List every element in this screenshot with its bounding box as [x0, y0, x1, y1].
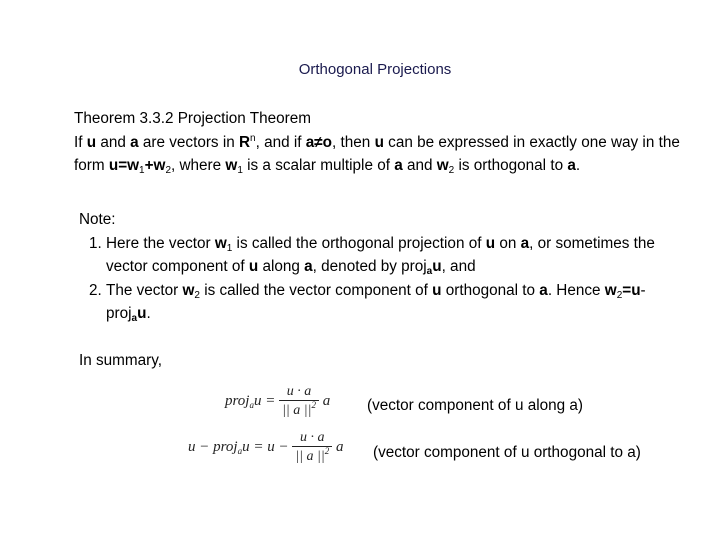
- note-label: Note:: [79, 211, 116, 228]
- formula-projection: proj$_a$u = $\frac{u \cdot a}{|| a ||^2}$ a: [225, 384, 331, 418]
- summary-label: In summary,: [79, 352, 163, 369]
- note-block: [79, 208, 689, 326]
- caption-along: (vector component of u along a): [367, 397, 583, 414]
- note-list: [79, 232, 689, 326]
- theorem-statement: If u and a are vectors in $R^n$, and if a≠o, then u can be expressed in exactly one way in the form $u=w_1+w_2$, where $w_1$ is a scalar multiple of a and $w_2$ is orthogonal to a.: [74, 132, 680, 176]
- note-item-1: 1. Here the vector $w_1$ is called the orthogonal projection of u on a, or sometimes the vector component of u along a, denoted by proj$_a$u, and: [106, 232, 689, 279]
- note-item-2: 2. The vector $w_2$ is called the vector component of u orthogonal to a. Hence $w_2=u-proj_au$.: [106, 279, 689, 326]
- formula-orthogonal: u − proj$_a$u = u − $\frac{u \cdot a}{|| a ||^2}$ a: [188, 430, 344, 464]
- caption-orthogonal: (vector component of u orthogonal to a): [373, 444, 641, 461]
- theorem-heading: Theorem 3.3.2 Projection Theorem: [74, 110, 311, 127]
- theorem-block: [74, 107, 694, 178]
- page-title: Orthogonal Projections: [298, 61, 452, 78]
